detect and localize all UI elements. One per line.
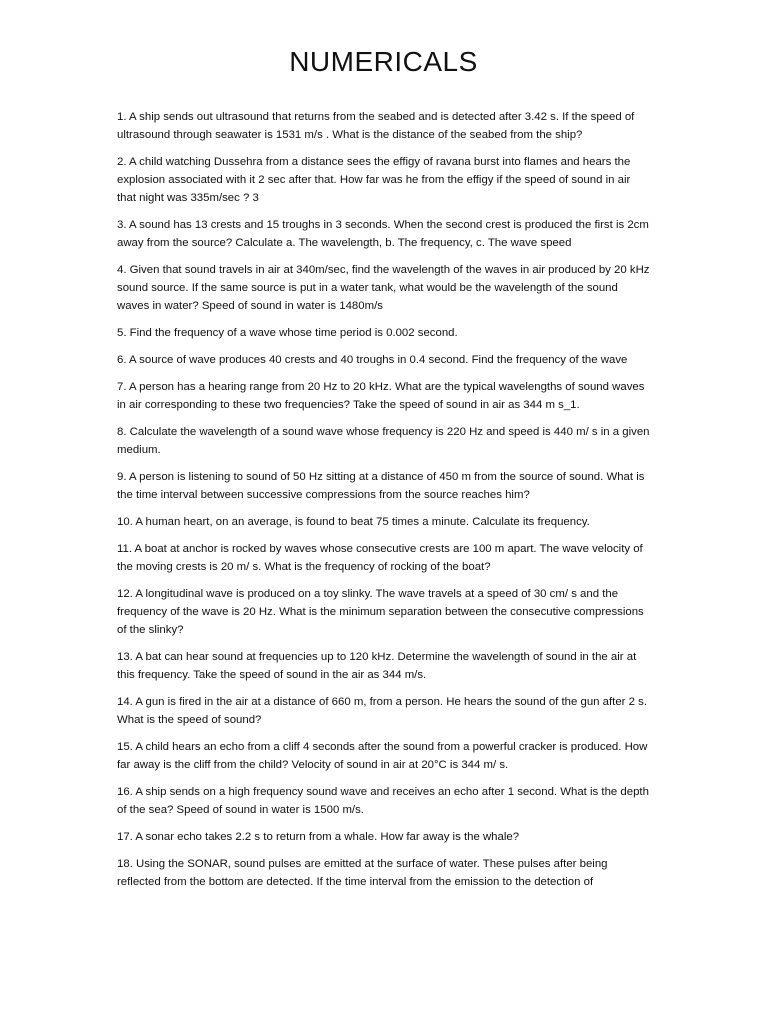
question-item: 13. A bat can hear sound at frequencies up to 120 kHz. Determine the wavelength of sound in the air at this frequency. Take the speed of sound in the air as 344 m/s. xyxy=(117,651,637,681)
page-title: NUMERICALS xyxy=(289,46,478,77)
question-item: 16. A ship sends on a high frequency sound wave and receives an echo after 1 second. What is the depth of the sea? Speed of sound in water is 1500 m/s. xyxy=(117,786,649,816)
question-item: 5. Find the frequency of a wave whose time period is 0.002 second. xyxy=(117,327,458,339)
question-item: 18. Using the SONAR, sound pulses are emitted at the surface of water. These pulses after being reflected from the bottom are detected. If the time interval from the emission to the detection of xyxy=(117,858,608,888)
question-item: 2. A child watching Dussehra from a distance sees the effigy of ravana burst into flames and hears the explosion associated with it 2 sec after that. How far was he from the effigy if the speed of sound in air that night was 335m/sec ? 3 xyxy=(117,156,631,204)
question-item: 14. A gun is fired in the air at a distance of 660 m, from a person. He hears the sound of the gun after 2 s. What is the speed of sound? xyxy=(117,696,647,726)
question-item: 10. A human heart, on an average, is found to beat 75 times a minute. Calculate its frequency. xyxy=(117,516,590,528)
question-item: 6. A source of wave produces 40 crests and 40 troughs in 0.4 second. Find the frequency of the wave xyxy=(117,354,628,366)
question-item: 11. A boat at anchor is rocked by waves whose consecutive crests are 100 m apart. The wave velocity of the moving crests is 20 m/ s. What is the frequency of rocking of the boat? xyxy=(117,543,643,573)
question-item: 8. Calculate the wavelength of a sound wave whose frequency is 220 Hz and speed is 440 m/ s in a given medium. xyxy=(117,426,650,456)
question-item: 17. A sonar echo takes 2.2 s to return from a whale. How far away is the whale? xyxy=(117,831,520,843)
question-item: 3. A sound has 13 crests and 15 troughs in 3 seconds. When the second crest is produced the first is 2cm away from the source? Calculate a. The wavelength, b. The frequency, c. The wave speed xyxy=(117,219,649,249)
question-item: 12. A longitudinal wave is produced on a toy slinky. The wave travels at a speed of 30 cm/ s and the frequency of the wave is 20 Hz. What is the minimum separation between the consecutive compressions of the slinky? xyxy=(117,588,644,636)
question-list xyxy=(117,108,650,891)
question-item: 7. A person has a hearing range from 20 Hz to 20 kHz. What are the typical wavelengths of sound waves in air corresponding to these two frequencies? Take the speed of sound in air as 344 m s_1. xyxy=(117,381,645,411)
question-item: 9. A person is listening to sound of 50 Hz sitting at a distance of 450 m from the source of sound. What is the time interval between successive compressions from the source reaches him? xyxy=(117,471,645,501)
question-item: 15. A child hears an echo from a cliff 4 seconds after the sound from a powerful cracker is produced. How far away is the cliff from the child? Velocity of sound in air at 20°C is 344 m/ s. xyxy=(117,741,648,771)
question-item: 1. A ship sends out ultrasound that returns from the seabed and is detected after 3.42 s. If the speed of ultrasound through seawater is 1531 m/s . What is the distance of the seabed from the ship? xyxy=(117,111,635,141)
question-item: 4. Given that sound travels in air at 340m/sec, find the wavelength of the waves in air produced by 20 kHz sound source. If the same source is put in a water tank, what would be the wavelength of the sound waves in water? Speed of sound in water is 1480m/s xyxy=(117,264,650,312)
